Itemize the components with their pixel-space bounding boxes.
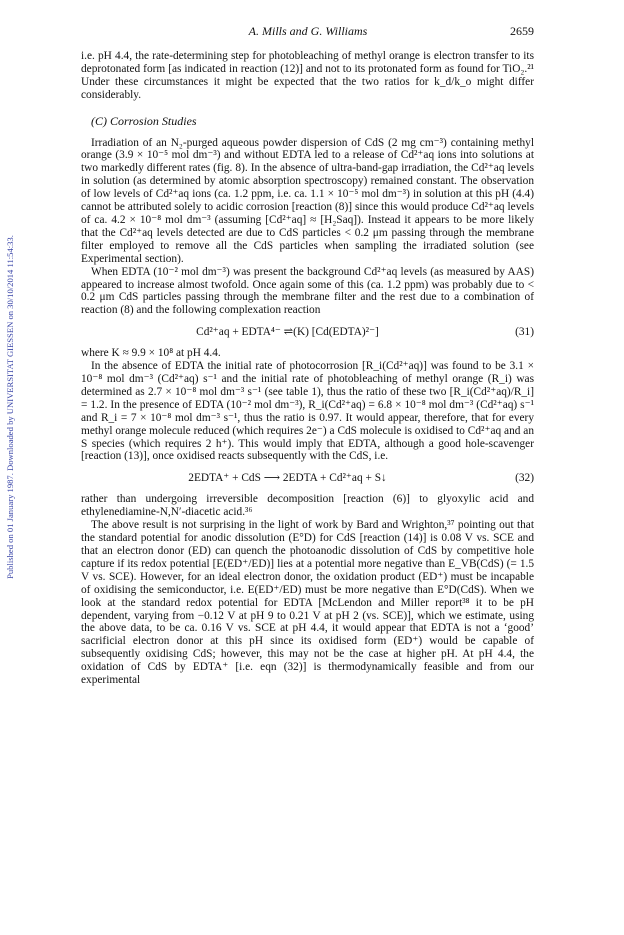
- paragraph-corrosion-2: When EDTA (10⁻² mol dm⁻³) was present the background Cd²⁺aq levels (as measured by AAS) appeared to increase almost twofold. Once again some of this (ca. 1.2 ppm) was probably due to < 0.2 μm CdS particles passing through the membrane filter and the rest due to a combination of reaction (8) and the following complexation reaction: [81, 265, 534, 317]
- download-watermark-text: Published on 01 January 1987. Downloaded by UNIVERSITAT GIESSEN on 30/10/2014 11:54:33.: [5, 235, 15, 579]
- equation-31-body: Cd²⁺aq + EDTA⁴⁻ ⇌(K) [Cd(EDTA)²⁻]: [196, 325, 379, 338]
- equation-31: [81, 317, 534, 347]
- section-heading: (C) Corrosion Studies: [91, 113, 197, 128]
- running-authors: A. Mills and G. Williams: [248, 24, 368, 38]
- paragraph-corrosion-1: Irradiation of an N₂-purged aqueous powder dispersion of CdS (2 mg cm⁻³) containing methyl orange (3.9 × 10⁻⁵ mol dm⁻³) and without EDTA led to a release of Cd²⁺aq ions into solutions at two markedly different rates (fig. 8). In the absence of ultra-band-gap irradiation, the Cd²⁺aq levels in solution (as determined by atomic absorption spectroscopy) remained constant. The observation of low levels of Cd²⁺aq ions (ca. 1.2 ppm, i.e. ca. 1.1 × 10⁻⁵ mol dm⁻³) in solution at this pH (4.4) cannot be attributed solely to acidic corrosion [reaction (8)] since this would produce Cd²⁺aq levels of ca. 4.2 × 10⁻⁸ mol dm⁻³ (assuming [Cd²⁺aq] ≈ [H₂Saq]). Instead it appears to be more likely that the Cd²⁺aq levels detected are due to CdS particles < 0.2 μm passing through the membrane filter employed to remove all the CdS particles when sampling the irradiated solution (see Experimental section).: [81, 136, 534, 265]
- page-number: 2659: [510, 24, 534, 38]
- equation-32-body: 2EDTA⁺ + CdS ⟶ 2EDTA + Cd²⁺aq + S↓: [188, 471, 387, 484]
- equation-32: [81, 463, 534, 493]
- equation-32-number: (32): [515, 471, 534, 484]
- where-line: where K ≈ 9.9 × 10⁸ at pH 4.4.: [81, 347, 221, 360]
- paragraph-corrosion-5: The above result is not surprising in the light of work by Bard and Wrighton,³⁷ pointing out that the standard potential for anodic dissolution (E°D) for CdS [reaction (14)] is 0.08 V vs. SCE and that an electron donor (ED) can quench the photoanodic dissolution of CdS by competitive hole capture if its redox potential [E(ED⁺/ED)] lies at a potential more negative than E_VB(CdS) (= 1.5 V vs. SCE). However, for an ideal electron donor, the oxidation product (ED⁺) must be incapable of oxidising the semiconductor, i.e. E(ED⁺/ED) must be more negative than E°D(CdS). When we look at the standard redox potential for EDTA [McLendon and Miller report³⁸ it to be pH dependent, varying from −0.12 V at pH 9 to 0.21 V at pH 2 (vs. SCE)], which we estimate, using the above data, to be ca. 0.16 V vs. SCE at pH 4.4, it would appear that EDTA is not a ‘good’ sacrificial electron donor at this pH since its oxidised form (ED⁺) would be capable of subsequently oxidising CdS; however, this may not be the case at higher pH. At pH 4.4, the oxidation of CdS by EDTA⁺ [i.e. eqn (32)] is thermodynamically feasible and from our experimental: [81, 519, 534, 687]
- download-watermark: [2, 130, 18, 690]
- paragraph-corrosion-4: rather than undergoing irreversible decomposition [reaction (6)] to glyoxylic acid and ethylenediamine-N,N′-diacetic acid.³⁶: [81, 493, 534, 519]
- paragraph-corrosion-3: In the absence of EDTA the initial rate of photocorrosion [R_i(Cd²⁺aq)] was found to be 3.1 × 10⁻⁸ mol dm⁻³ (Cd²⁺aq) s⁻¹ and the initial rate of photobleaching of methyl orange (R_i) was determined as 2.7 × 10⁻⁸ mol dm⁻³ s⁻¹ (see table 1), thus the ratio of these two [R_i(Cd²⁺aq)/R_i] = 1.2. In the presence of EDTA (10⁻² mol dm⁻³), R_i(Cd²⁺aq) = 6.8 × 10⁻⁸ mol dm⁻³ (Cd²⁺aq) s⁻¹ and R_i = 7 × 10⁻⁸ mol dm⁻³ s⁻¹, thus the ratio is 0.97. It would appear, therefore, that for every methyl orange molecule reduced (which requires 2e⁻) a CdS molecule is oxidised to Cd²⁺aq and an S species (which requires 2 h⁺). This would imply that EDTA, although a good hole-scavenger [reaction (13)], once oxidised reacts subsequently with the CdS, i.e.: [81, 360, 534, 463]
- equation-31-number: (31): [515, 325, 534, 338]
- intro-paragraph: i.e. pH 4.4, the rate-determining step for photobleaching of methyl orange is electron transfer to its deprotonated form [as indicated in reaction (12)] and not to its protonated form as found for TiO₂.²¹ Under these circumstances it might be expected that the two ratios for k_d/k_o might differ considerably.: [81, 50, 534, 101]
- body-column: [81, 50, 534, 687]
- page-header: [82, 24, 534, 40]
